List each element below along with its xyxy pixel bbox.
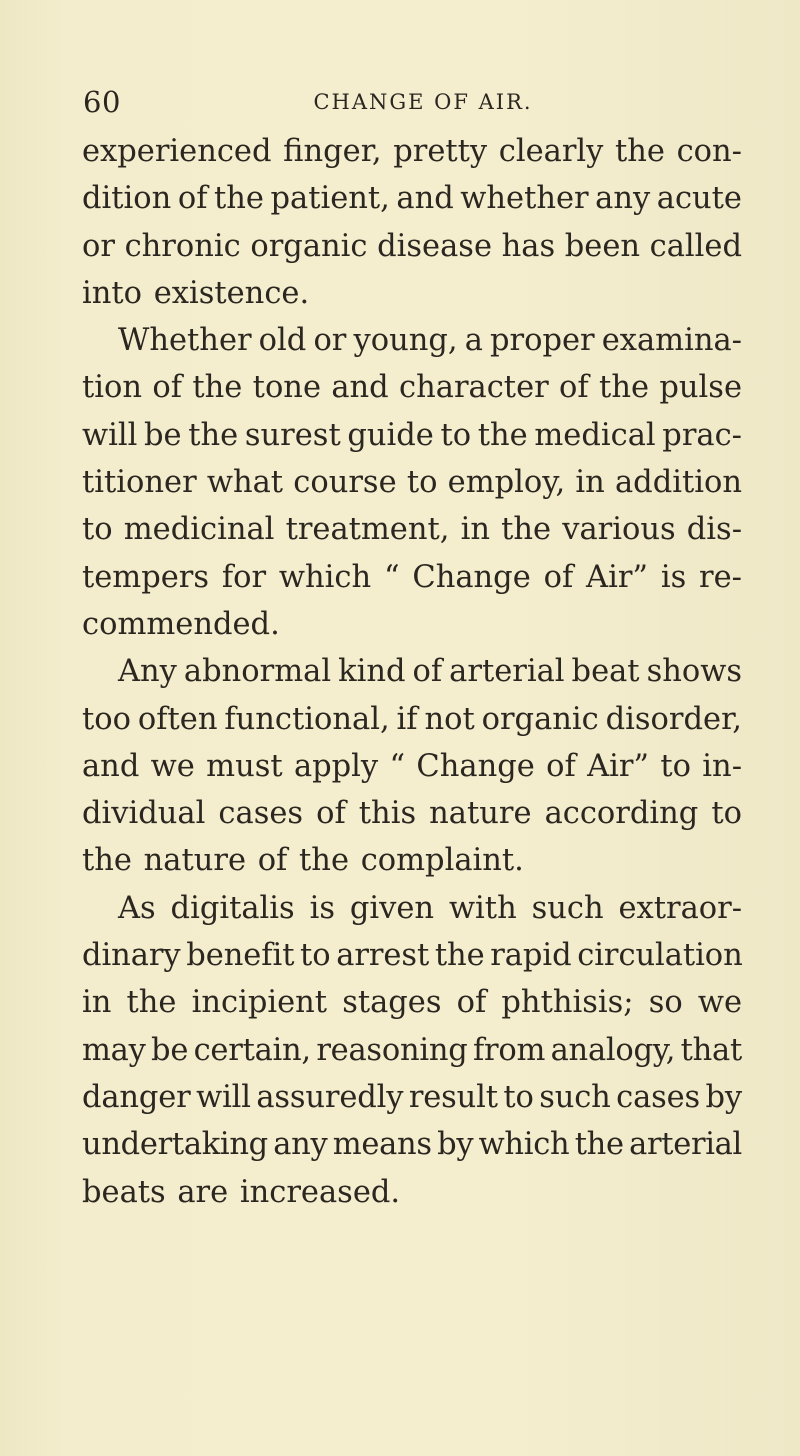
text-line: danger will assuredly result to such cases by: [82, 1079, 742, 1115]
text-line: experienced finger, pretty clearly the con-: [82, 134, 742, 169]
body-text: [82, 128, 742, 1216]
text-line: tion of the tone and character of the pulse: [82, 370, 742, 406]
text-line: dition of the patient, and whether any acute: [82, 181, 742, 217]
text-line: beats are increased.: [82, 1174, 401, 1210]
text-line: tempers for which “ Change of Air” is re-: [82, 559, 742, 595]
text-line: undertaking any means by which the arterial: [82, 1127, 742, 1163]
text-line: in the incipient stages of phthisis; so we: [82, 985, 742, 1021]
text-line: commended.: [82, 606, 280, 642]
text-line: into existence.: [82, 275, 310, 311]
text-line: dinary benefit to arrest the rapid circulation: [82, 938, 743, 974]
page-header: [83, 84, 733, 120]
text-line: too often functional, if not organic disorder,: [82, 701, 742, 737]
text-line: dividual cases of this nature according to: [82, 796, 742, 832]
running-head: CHANGE OF AIR.: [313, 90, 533, 114]
text-line: and we must apply “ Change of Air” to in-: [82, 748, 742, 784]
text-line: will be the surest guide to the medical prac-: [82, 417, 742, 453]
text-line: the nature of the complaint.: [82, 843, 524, 879]
page-number: 60: [83, 85, 121, 119]
text-line: Any abnormal kind of arterial beat shows: [118, 654, 742, 690]
text-line: to medicinal treatment, in the various dis-: [82, 512, 742, 548]
text-line: may be certain, reasoning from analogy, that: [82, 1032, 742, 1068]
text-line: Whether old or young, a proper examina-: [118, 323, 742, 359]
text-line: titioner what course to employ, in addition: [82, 465, 742, 501]
text-line: As digitalis is given with such extraor-: [118, 890, 742, 926]
text-line: or chronic organic disease has been called: [82, 228, 742, 264]
